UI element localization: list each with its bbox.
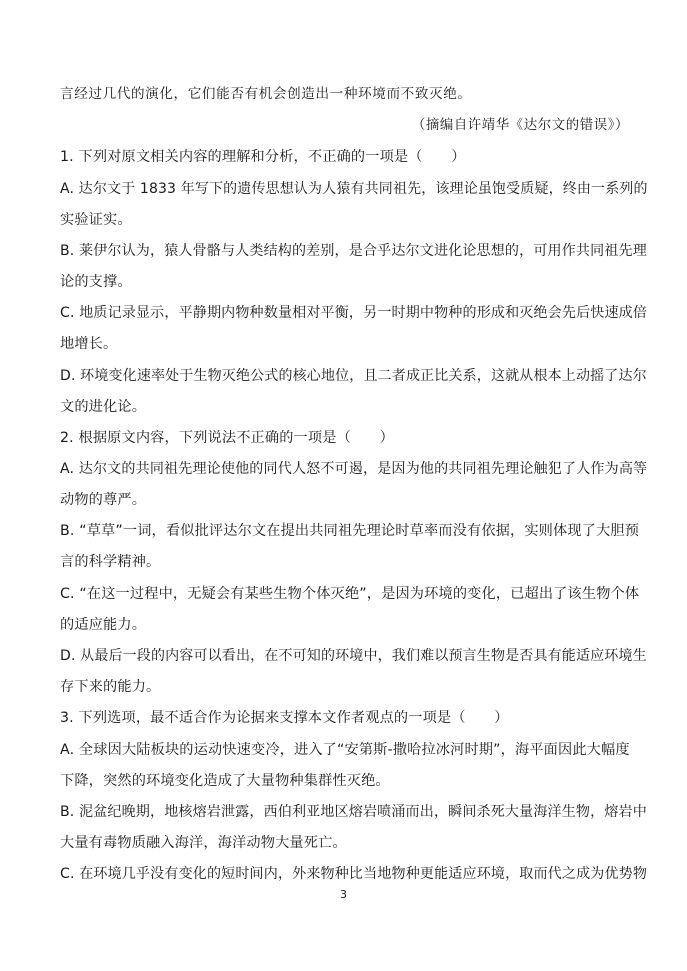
question-1-option-d-line-2: 文的进化论。 bbox=[60, 399, 147, 415]
page-number: 3 bbox=[340, 888, 347, 901]
question-2-option-c-line-1: C. “在这一过程中，无疑会有某些生物个体灭绝”，是因为环境的变化，已超出了该生物个体 bbox=[60, 586, 640, 602]
question-2-option-c-line-2: 的适应能力。 bbox=[60, 617, 147, 633]
question-2-option-b-line-1: B. “草草”一词，看似批评达尔文在提出共同祖先理论时草率而没有依据，实则体现了大胆预 bbox=[60, 523, 640, 539]
question-1-option-c-line-1: C. 地质记录显示，平静期内物种数量相对平衡，另一时期中物种的形成和灭绝会先后快速成倍 bbox=[60, 305, 648, 321]
question-2-option-a-line-1: A. 达尔文的共同祖先理论使他的同代人怒不可遏，是因为他的共同祖先理论触犯了人作为高等 bbox=[60, 461, 648, 477]
question-3-option-b-line-2: 大量有毒物质融入海洋，海洋动物大量死亡。 bbox=[60, 835, 347, 851]
question-1-stem: 1. 下列对原文相关内容的理解和分析，不正确的一项是（ ） bbox=[60, 149, 466, 165]
question-2-option-d-line-2: 存下来的能力。 bbox=[60, 679, 161, 695]
question-1-option-c-line-2: 地增长。 bbox=[60, 336, 118, 352]
question-1-option-b-line-1: B. 莱伊尔认为，猿人骨骼与人类结构的差别，是合乎达尔文进化论思想的，可用作共同祖先理 bbox=[60, 243, 647, 259]
question-3-option-b-line-1: B. 泥盆纪晚期，地核熔岩泄露，西伯利亚地区熔岩喷涌而出，瞬间杀死大量海洋生物，熔岩中 bbox=[60, 804, 647, 820]
question-2-option-b-line-2: 言的科学精神。 bbox=[60, 554, 161, 570]
question-2-option-d-line-1: D. 从最后一段的内容可以看出，在不可知的环境中，我们难以预言生物是否具有能适应环境生 bbox=[60, 648, 647, 664]
question-3-stem: 3. 下列选项，最不适合作为论据来支撑本文作者观点的一项是（ ） bbox=[60, 710, 509, 726]
question-3-option-a-line-1: A. 全球因大陆板块的运动快速变冷，进入了“安第斯-撒哈拉冰河时期”，海平面因此大幅度 bbox=[60, 742, 630, 758]
question-1-option-b-line-2: 论的支撑。 bbox=[60, 274, 132, 290]
source-citation: （摘编自许靖华《达尔文的错误》） bbox=[411, 118, 629, 133]
question-3-option-a-line-2: 下降，突然的环境变化造成了大量物种集群性灭绝。 bbox=[60, 773, 390, 789]
intro-last-line: 言经过几代的演化，它们能否有机会创造出一种环境而不致灭绝。 bbox=[60, 86, 472, 102]
question-1-option-a-line-1: A. 达尔文于 1833 年写下的遗传思想认为人猿有共同祖先，该理论虽饱受质疑，终由一系列的 bbox=[60, 181, 648, 197]
question-3-option-c-line-1: C. 在环境几乎没有变化的短时间内，外来物种比当地物种更能适应环境，取而代之成为优势物 bbox=[60, 866, 648, 882]
question-2-option-a-line-2: 动物的尊严。 bbox=[60, 492, 147, 508]
question-1-option-a-line-2: 实验证实。 bbox=[60, 212, 132, 228]
question-2-stem: 2. 根据原文内容，下列说法不正确的一项是（ ） bbox=[60, 430, 394, 446]
question-1-option-d-line-1: D. 环境变化速率处于生物灭绝公式的核心地位，且二者成正比关系，这就从根本上动摇了达尔 bbox=[60, 368, 647, 384]
